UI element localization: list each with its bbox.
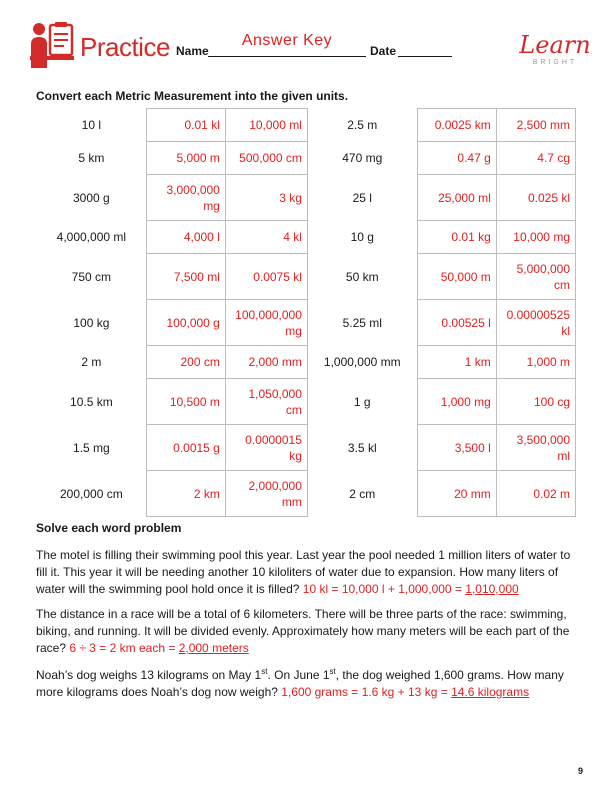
answer-cell: 0.00525 l <box>417 300 496 346</box>
answer-cell: 1 km <box>417 346 496 379</box>
answer-cell: 25,000 ml <box>417 175 496 221</box>
answer-cell: 4 kl <box>225 221 307 254</box>
question-cell: 3000 g <box>73 190 110 205</box>
name-field-line[interactable] <box>208 56 366 57</box>
problem-result: 14.6 kilograms <box>451 685 530 699</box>
ordinal-suffix: st <box>329 667 336 676</box>
answer-cell: 10,000 ml <box>225 109 307 142</box>
table-row <box>37 346 576 379</box>
word-problem-2 <box>36 606 580 657</box>
answer-cell: 3 kg <box>225 175 307 221</box>
answer-cell: 0.0025 km <box>417 109 496 142</box>
question-cell: 1 g <box>353 394 371 409</box>
date-label: Date <box>370 44 397 58</box>
answer-cell: 4,000 l <box>146 221 225 254</box>
table-row <box>37 379 576 425</box>
answer-cell: 200 cm <box>146 346 225 379</box>
problem-text: . On June 1 <box>267 668 330 682</box>
answer-cell: 20 mm <box>417 471 496 517</box>
answer-cell: 100,000 g <box>146 300 225 346</box>
problem-answer: 10 kl = 10,000 l + 1,000,000 = <box>302 582 462 596</box>
question-cell: 2 m <box>81 355 102 369</box>
answer-cell: 7,500 ml <box>146 254 225 300</box>
question-cell: 5.25 ml <box>342 315 382 330</box>
answer-cell: 100,000,000 mg <box>225 300 307 346</box>
answer-cell: 1,000 m <box>496 346 575 379</box>
brand-name: Learn <box>519 31 591 59</box>
answer-cell: 2,000 mm <box>225 346 307 379</box>
problem-text: , the dog weighed 1,600 grams. How many more kilograms does Noah’s dog now weigh? <box>36 668 564 699</box>
answer-cell: 1,000 mg <box>417 379 496 425</box>
answer-cell: 5,000 m <box>146 142 225 175</box>
answer-cell: 0.47 g <box>417 142 496 175</box>
question-cell: 10 g <box>350 230 374 244</box>
answer-cell: 0.01 kl <box>146 109 225 142</box>
word-problem-1 <box>36 547 580 598</box>
question-cell: 2 cm <box>349 486 376 501</box>
question-cell: 470 mg <box>342 151 383 165</box>
answer-cell: 50,000 m <box>417 254 496 300</box>
learn-bright-logo <box>518 26 592 70</box>
answer-cell: 1,050,000 cm <box>225 379 307 425</box>
answer-cell: 2 km <box>146 471 225 517</box>
table-row <box>37 425 576 471</box>
date-field-line[interactable] <box>398 56 452 57</box>
table-row <box>37 142 576 175</box>
brand-sub: BRIGHT <box>532 59 578 66</box>
answer-cell: 3,500,000 ml <box>496 425 575 471</box>
problem-result: 1,010,000 <box>465 582 519 596</box>
problem-answer: 1,600 grams = 1.6 kg + 13 kg = <box>281 685 448 699</box>
word-problem-3 <box>36 663 580 701</box>
conversion-table <box>37 108 576 517</box>
instructions: Convert each Metric Measurement into the given units. <box>36 89 349 103</box>
answer-cell: 4.7 cg <box>496 142 575 175</box>
question-cell: 10 l <box>81 118 102 132</box>
answer-cell: 500,000 cm <box>225 142 307 175</box>
answer-cell: 0.02 m <box>496 471 575 517</box>
answer-cell: 10,000 mg <box>496 221 575 254</box>
problem-answer: 6 ÷ 3 = 2 km each = <box>69 641 176 655</box>
problem-result: 2,000 meters <box>178 641 249 655</box>
answer-cell: 0.01 kg <box>417 221 496 254</box>
ordinal-suffix: st <box>261 667 268 676</box>
word-problems-title: Solve each word problem <box>36 521 182 535</box>
practice-person-icon <box>30 22 74 68</box>
table-row <box>37 175 576 221</box>
table-row <box>37 471 576 517</box>
answer-cell: 0.0015 g <box>146 425 225 471</box>
answer-cell: 5,000,000 cm <box>496 254 575 300</box>
question-cell: 3.5 kl <box>347 440 377 455</box>
table-row <box>37 300 576 346</box>
practice-title: Practice <box>80 32 170 62</box>
answer-cell: 2,000,000 mm <box>225 471 307 517</box>
table-row <box>37 221 576 254</box>
question-cell: 5 km <box>78 151 105 165</box>
answer-key-label: Answer Key <box>241 32 333 49</box>
page-number: 9 <box>578 766 584 776</box>
question-cell: 100 kg <box>73 315 110 330</box>
answer-cell: 3,000,000 mg <box>146 175 225 221</box>
question-cell: 4,000,000 ml <box>56 230 127 244</box>
answer-cell: 0.0000015 kg <box>225 425 307 471</box>
answer-cell: 0.0075 kl <box>225 254 307 300</box>
question-cell: 50 km <box>345 269 379 284</box>
question-cell: 1,000,000 mm <box>323 355 401 369</box>
answer-cell: 3,500 l <box>417 425 496 471</box>
name-label: Name <box>176 44 209 58</box>
question-cell: 1.5 mg <box>73 440 110 455</box>
answer-cell: 2,500 mm <box>496 109 575 142</box>
answer-cell: 0.00000525 kl <box>496 300 575 346</box>
question-cell: 2.5 m <box>347 118 378 132</box>
answer-cell: 100 cg <box>496 379 575 425</box>
table-row <box>37 109 576 142</box>
problem-text: The motel is filling their swimming pool this year. Last year the pool needed 1 million liters of water to fill it. This year it will be needing another 10 kiloliters of water due to expansion. How many liters of water will the swimming pool hold once it is filled? <box>36 548 571 596</box>
answer-cell: 0.025 kl <box>496 175 575 221</box>
question-cell: 25 l <box>352 190 372 205</box>
problem-text: Noah’s dog weighs 13 kilograms on May 1 <box>36 668 262 682</box>
question-cell: 200,000 cm <box>60 486 123 501</box>
table-row <box>37 254 576 300</box>
worksheet-header <box>30 22 590 72</box>
question-cell: 10.5 km <box>70 394 113 409</box>
question-cell: 750 cm <box>71 269 112 284</box>
answer-cell: 10,500 m <box>146 379 225 425</box>
problem-text: The distance in a race will be a total of 6 kilometers. There will be three parts of the race: swimming, biking, and running. It will be divided evenly. Approximately how many meters will be each part of the race? <box>36 607 570 655</box>
